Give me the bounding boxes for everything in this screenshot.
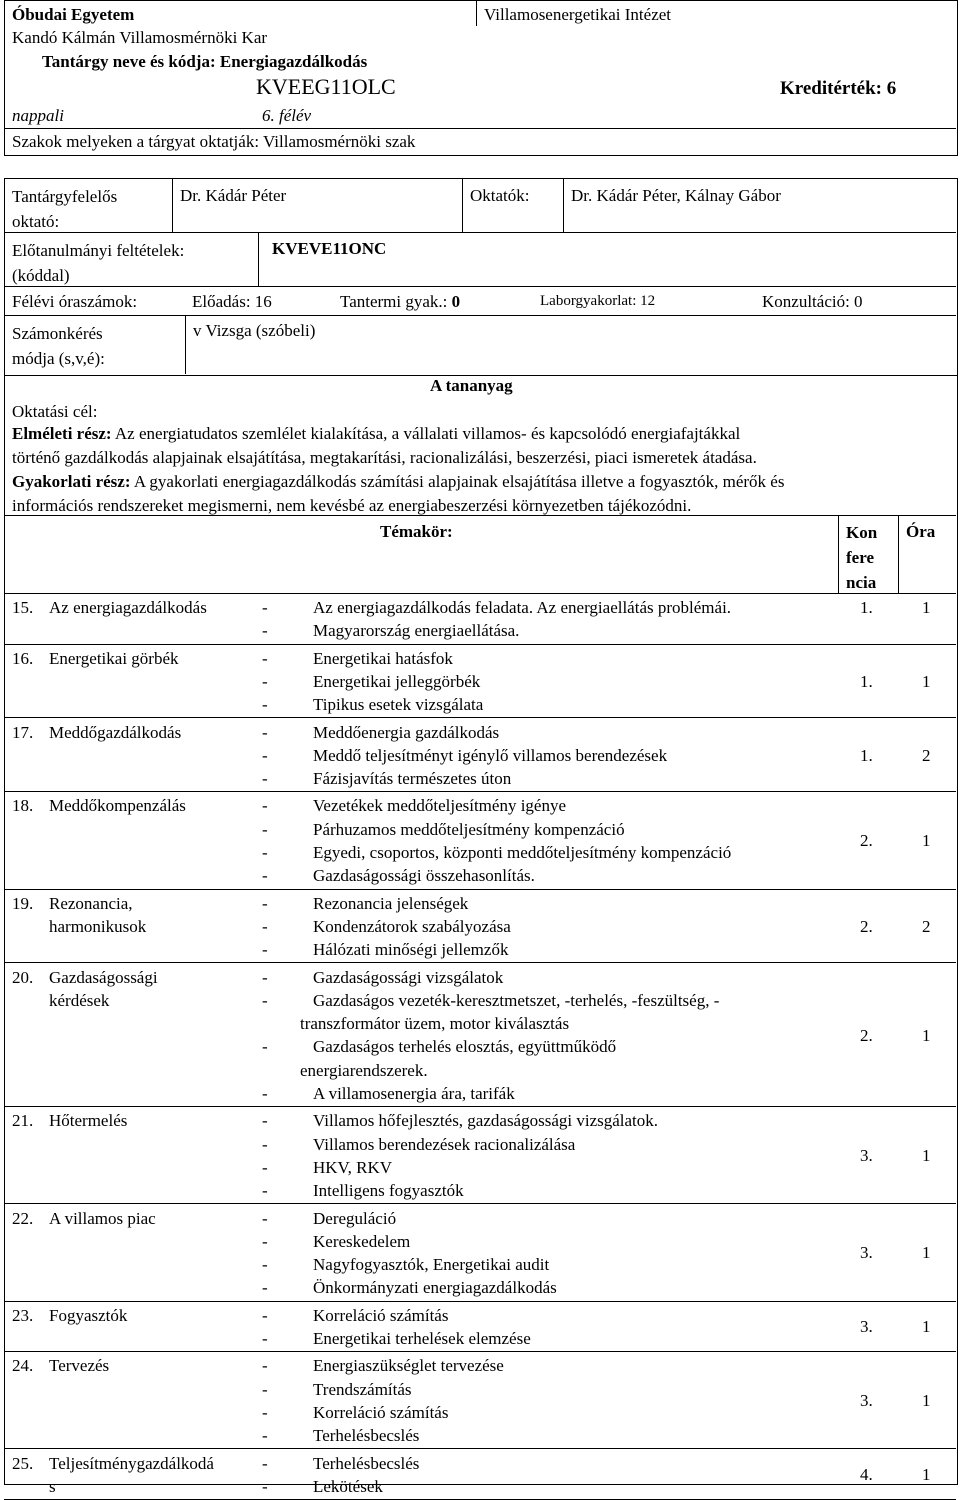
topic-item: Az energiagazdálkodás feladata. Az energiaellátás problémái. xyxy=(313,596,731,619)
ora-value: 1 xyxy=(922,1463,931,1486)
topic-item: Lekötések xyxy=(313,1475,383,1498)
topic-item: Villamos hőfejlesztés, gazdaságossági vizsgálatok. xyxy=(313,1109,658,1132)
ora-value: 1 xyxy=(922,829,931,852)
ora-value: 1 xyxy=(922,1144,931,1167)
ora-value: 1 xyxy=(922,1389,931,1412)
topic-item: Dereguláció xyxy=(313,1207,396,1230)
topic-item: Gazdaságossági összehasonlítás. xyxy=(313,864,535,887)
prereq-label-line1: Előtanulmányi feltételek: xyxy=(12,238,184,263)
item-bullet: - xyxy=(262,938,268,961)
ora-value: 1 xyxy=(922,1024,931,1047)
responsible-label-line2: oktató: xyxy=(12,209,117,234)
topic-row xyxy=(4,1352,956,1449)
ora-value: 2 xyxy=(922,744,931,767)
topic-item: Korreláció számítás xyxy=(313,1401,448,1424)
practice-line1 xyxy=(12,470,784,493)
topic-row xyxy=(4,1450,956,1500)
topic-item: Vezetékek meddőteljesítmény igénye xyxy=(313,794,566,817)
item-bullet: - xyxy=(262,1304,268,1327)
item-bullet: - xyxy=(262,767,268,790)
topic-row xyxy=(4,594,956,645)
item-bullet: - xyxy=(262,1156,268,1179)
course-label: Tantárgy neve és kódja: xyxy=(42,52,216,71)
konferencia-value: 2. xyxy=(860,1024,873,1047)
topic-name: A villamos piac xyxy=(49,1207,156,1230)
item-bullet: - xyxy=(262,670,268,693)
konferencia-value: 3. xyxy=(860,1315,873,1338)
item-bullet: - xyxy=(262,1179,268,1202)
ora-value: 1 xyxy=(922,670,931,693)
prereq-value: KVEVE11ONC xyxy=(272,237,386,260)
practice-text1: A gyakorlati energiagazdálkodás számítási alapjainak elsajátítása illetve a fogyasztók, mérők és xyxy=(134,472,785,491)
semester: 6. félév xyxy=(262,104,311,127)
topic-item: energiarendszerek. xyxy=(300,1059,428,1082)
item-bullet: - xyxy=(262,892,268,915)
item-bullet: - xyxy=(262,1207,268,1230)
ora-value: 1 xyxy=(922,596,931,619)
theory-line1 xyxy=(12,422,740,445)
konferencia-value: 2. xyxy=(860,915,873,938)
credit-label: Kreditérték: xyxy=(780,78,882,99)
practice-label: Gyakorlati rész: xyxy=(12,472,131,491)
topic-name: harmonikusok xyxy=(49,915,146,938)
classroom-value: 0 xyxy=(452,292,461,311)
item-bullet: - xyxy=(262,596,268,619)
topic-row xyxy=(4,964,956,1108)
item-bullet: - xyxy=(262,794,268,817)
topic-item: Nagyfogyasztók, Energetikai audit xyxy=(313,1253,549,1276)
study-mode: nappali xyxy=(12,104,64,127)
konferencia-value: 1. xyxy=(860,596,873,619)
item-bullet: - xyxy=(262,647,268,670)
topic-row xyxy=(4,1107,956,1204)
item-bullet: - xyxy=(262,744,268,767)
teachers-value: Dr. Kádár Péter, Kálnay Gábor xyxy=(571,184,781,207)
topic-name: Tervezés xyxy=(49,1354,109,1377)
consult-hours: Konzultáció: 0 xyxy=(762,290,863,313)
kon-header-2: fere xyxy=(846,545,877,570)
topic-number: 19. xyxy=(12,892,33,915)
topic-name: Energetikai görbék xyxy=(49,647,179,670)
item-bullet: - xyxy=(262,1401,268,1424)
item-bullet: - xyxy=(262,1035,268,1058)
item-bullet: - xyxy=(262,1109,268,1132)
topic-name: kérdések xyxy=(49,989,109,1012)
topic-item: Meddő teljesítményt igénylő villamos berendezések xyxy=(313,744,667,767)
konferencia-value: 3. xyxy=(860,1144,873,1167)
topic-item: Gazdaságos terhelés elosztás, együttműködő xyxy=(313,1035,616,1058)
kon-header-1: Kon xyxy=(846,520,877,545)
kon-header xyxy=(846,520,877,595)
exam-label-line2: módja (s,v,é): xyxy=(12,346,105,371)
theory-line2: történő gazdálkodás alapjainak elsajátítása, megtakarítási, racionalizálási, beszerzési, piaci ismeretek átadása. xyxy=(12,446,757,469)
topic-name: Rezonancia, xyxy=(49,892,133,915)
faculty-name: Kandó Kálmán Villamosmérnöki Kar xyxy=(12,26,267,49)
topic-item: Gazdaságossági vizsgálatok xyxy=(313,966,503,989)
topic-item: Energetikai terhelések elemzése xyxy=(313,1327,531,1350)
ora-value: 1 xyxy=(922,1241,931,1264)
practice-line2: információs rendszereket megismerni, nem kevésbé az energiabeszerzési környezetben tájékozódni. xyxy=(12,494,691,517)
item-bullet: - xyxy=(262,721,268,744)
exam-label xyxy=(12,321,105,371)
topic-item: Intelligens fogyasztók xyxy=(313,1179,464,1202)
topic-name: Az energiagazdálkodás xyxy=(49,596,207,619)
programs-line xyxy=(12,130,415,153)
topic-name: Meddőgazdálkodás xyxy=(49,721,181,744)
item-bullet: - xyxy=(262,1082,268,1105)
topic-item: Villamos berendezések racionalizálása xyxy=(313,1133,575,1156)
topic-item: Meddőenergia gazdálkodás xyxy=(313,721,499,744)
responsible-label-line1: Tantárgyfelelős xyxy=(12,184,117,209)
hours-label: Félévi óraszámok: xyxy=(12,290,137,313)
item-bullet: - xyxy=(262,841,268,864)
item-bullet: - xyxy=(262,915,268,938)
konferencia-value: 4. xyxy=(860,1463,873,1486)
theory-text1: Az energiatudatos szemlélet kialakítása, a vállalati villamos- és kapcsolódó energiafajtákkal xyxy=(115,424,740,443)
topic-item: Terhelésbecslés xyxy=(313,1424,419,1447)
item-bullet: - xyxy=(262,864,268,887)
responsible-label xyxy=(12,184,117,234)
item-bullet: - xyxy=(262,989,268,1012)
topic-item: A villamosenergia ára, tarifák xyxy=(313,1082,515,1105)
topic-item: Energetikai jelleggörbék xyxy=(313,670,480,693)
item-bullet: - xyxy=(262,1276,268,1299)
credit-value: 6 xyxy=(887,78,897,99)
topic-name: Hőtermelés xyxy=(49,1109,127,1132)
classroom-hours xyxy=(340,290,460,313)
programs-value: Villamosmérnöki szak xyxy=(263,132,415,151)
goal-label: Oktatási cél: xyxy=(12,400,97,423)
item-bullet: - xyxy=(262,1230,268,1253)
responsible-value: Dr. Kádár Péter xyxy=(180,184,286,207)
topic-item: Fázisjavítás természetes úton xyxy=(313,767,511,790)
topic-item: Rezonancia jelenségek xyxy=(313,892,468,915)
course-name: Energiagazdálkodás xyxy=(220,52,367,71)
topic-item: Egyedi, csoportos, központi meddőteljesítmény kompenzáció xyxy=(313,841,731,864)
topic-item: Energetikai hatásfok xyxy=(313,647,453,670)
classroom-label: Tantermi gyak.: xyxy=(340,292,447,311)
prereq-label xyxy=(12,238,184,288)
topic-number: 16. xyxy=(12,647,33,670)
item-bullet: - xyxy=(262,1327,268,1350)
item-bullet: - xyxy=(262,1354,268,1377)
topics-header: Témakör: xyxy=(380,520,453,543)
topic-number: 23. xyxy=(12,1304,33,1327)
topic-item: Hálózati minőségi jellemzők xyxy=(313,938,508,961)
item-bullet: - xyxy=(262,1133,268,1156)
topic-name: Gazdaságossági xyxy=(49,966,158,989)
topic-item: Önkormányzati energiagazdálkodás xyxy=(313,1276,557,1299)
konferencia-value: 2. xyxy=(860,829,873,852)
item-bullet: - xyxy=(262,1424,268,1447)
curriculum-title: A tananyag xyxy=(430,374,513,397)
topic-row xyxy=(4,1205,956,1302)
konferencia-value: 1. xyxy=(860,670,873,693)
prereq-label-line2: (kóddal) xyxy=(12,263,184,288)
lecture-hours: Előadás: 16 xyxy=(192,290,272,313)
konferencia-value: 3. xyxy=(860,1241,873,1264)
konferencia-value: 1. xyxy=(860,744,873,767)
course-code: KVEEG11OLC xyxy=(256,74,396,100)
item-bullet: - xyxy=(262,818,268,841)
topic-number: 18. xyxy=(12,794,33,817)
topic-item: Párhuzamos meddőteljesítmény kompenzáció xyxy=(313,818,625,841)
topic-row xyxy=(4,645,956,719)
item-bullet: - xyxy=(262,619,268,642)
topic-item: HKV, RKV xyxy=(313,1156,392,1179)
topic-item: Korreláció számítás xyxy=(313,1304,448,1327)
topic-row xyxy=(4,890,956,964)
topic-number: 20. xyxy=(12,966,33,989)
university-name: Óbudai Egyetem xyxy=(12,3,134,26)
topic-number: 22. xyxy=(12,1207,33,1230)
topic-name: s xyxy=(49,1475,56,1498)
programs-label: Szakok melyeken a tárgyat oktatják: xyxy=(12,132,259,151)
topic-row xyxy=(4,792,956,889)
topic-item: Energiaszükséglet tervezése xyxy=(313,1354,504,1377)
topic-item: Trendszámítás xyxy=(313,1378,412,1401)
ora-value: 2 xyxy=(922,915,931,938)
topic-item: transzformátor üzem, motor kiválasztás xyxy=(300,1012,569,1035)
topic-item: Tipikus esetek vizsgálata xyxy=(313,693,483,716)
institute-name: Villamosenergetikai Intézet xyxy=(484,3,671,26)
item-bullet: - xyxy=(262,1475,268,1498)
item-bullet: - xyxy=(262,1378,268,1401)
item-bullet: - xyxy=(262,1452,268,1475)
topic-item: Magyarország energiaellátása. xyxy=(313,619,519,642)
item-bullet: - xyxy=(262,1253,268,1276)
course-title-line xyxy=(42,50,367,73)
topic-number: 25. xyxy=(12,1452,33,1475)
topic-row xyxy=(4,1302,956,1353)
topic-number: 24. xyxy=(12,1354,33,1377)
teachers-label: Oktatók: xyxy=(470,184,530,207)
topic-item: Terhelésbecslés xyxy=(313,1452,419,1475)
topic-item: Kereskedelem xyxy=(313,1230,410,1253)
topic-row xyxy=(4,719,956,793)
item-bullet: - xyxy=(262,693,268,716)
topic-name: Fogyasztók xyxy=(49,1304,127,1327)
kon-header-3: ncia xyxy=(846,570,877,595)
topic-number: 15. xyxy=(12,596,33,619)
topic-item: Kondenzátorok szabályozása xyxy=(313,915,511,938)
credit-info xyxy=(780,77,896,100)
topic-number: 21. xyxy=(12,1109,33,1132)
theory-label: Elméleti rész: xyxy=(12,424,112,443)
lab-hours: Laborgyakorlat: 12 xyxy=(540,290,655,313)
ora-value: 1 xyxy=(922,1315,931,1338)
topic-name: Meddőkompenzálás xyxy=(49,794,186,817)
item-bullet: - xyxy=(262,966,268,989)
topic-item: Gazdaságos vezeték-keresztmetszet, -terhelés, -feszültség, - xyxy=(313,989,719,1012)
konferencia-value: 3. xyxy=(860,1389,873,1412)
topic-name: Teljesítménygazdálkodá xyxy=(49,1452,214,1475)
exam-value: v Vizsga (szóbeli) xyxy=(193,319,315,342)
ora-header: Óra xyxy=(906,520,935,543)
exam-label-line1: Számonkérés xyxy=(12,321,105,346)
topic-number: 17. xyxy=(12,721,33,744)
